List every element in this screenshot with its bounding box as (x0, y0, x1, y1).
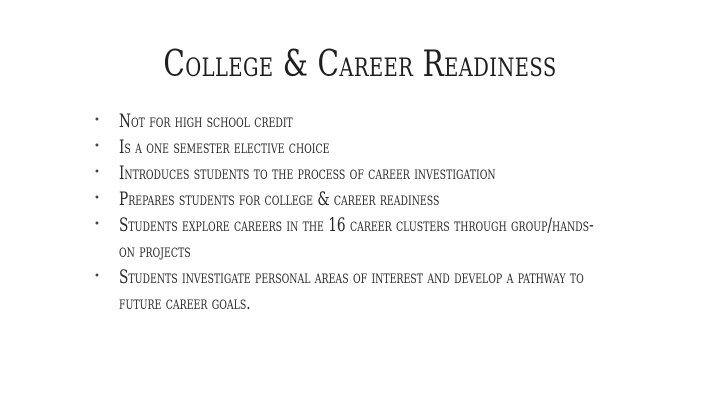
bullet-item (92, 160, 652, 186)
bullet-text: Students investigate personal areas of interest and develop a pathway to future career goals. (119, 266, 584, 314)
bullet-list (92, 108, 652, 316)
bullet-icon: • (94, 115, 100, 126)
bullet-icon: • (94, 271, 100, 282)
bullet-icon: • (94, 193, 100, 204)
bullet-text: Prepares students for college & career readiness (119, 188, 440, 210)
bullet-icon: • (94, 141, 100, 152)
bullet-text: Introduces students to the process of career investigation (119, 162, 496, 184)
bullet-item (92, 264, 652, 316)
bullet-text: Is a one semester elective choice (119, 136, 330, 158)
bullet-item (92, 212, 652, 264)
bullet-item (92, 134, 652, 160)
bullet-text: Students explore careers in the 16 career clusters through group/hands-on projects (119, 214, 594, 262)
bullet-item (92, 108, 652, 134)
slide-title: College & Career Readiness (163, 44, 557, 85)
bullet-icon: • (94, 167, 100, 178)
bullet-text: Not for high school credit (119, 110, 293, 132)
bullet-icon: • (94, 219, 100, 230)
bullet-item (92, 186, 652, 212)
